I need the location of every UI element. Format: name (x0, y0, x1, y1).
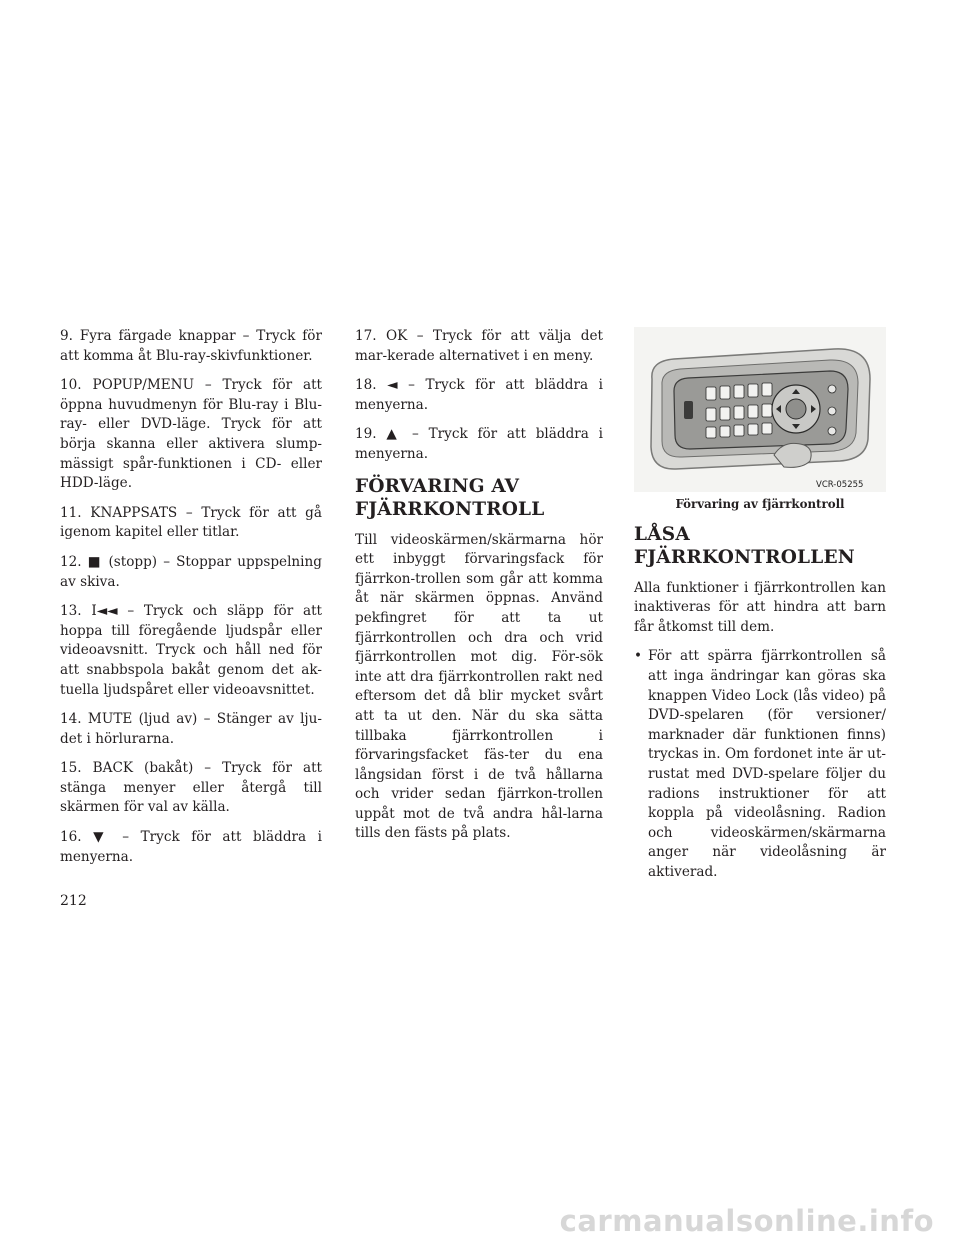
page-number: 212 (60, 893, 87, 909)
lock-bullet (634, 647, 886, 882)
middle-column (355, 327, 603, 854)
item-17: 17. OK – Tryck för att välja det mar-kerade alternativet i en meny. (355, 328, 603, 364)
item-11: 11. KNAPPSATS – Tryck för att gå igenom kapitel eller titlar. (60, 504, 322, 541)
item-13: 13. I◄◄ – Tryck och släpp för att hoppa till föregående ljudspår eller videoavsnitt. Tryck och håll ned för att snabbspola bakåt genom det ak-tuella ljudspåret eller videoavsnittet. (60, 603, 322, 698)
item-12: 12. ■ (stopp) – Stoppar uppspelning av skiva. (60, 553, 322, 590)
item-10: 10. POPUP/MENU – Tryck för att öppna huvudmenyn för Blu-ray i Blu-ray- eller DVD-läge. Tryck för att börja skanna eller aktivera slump-mässigt spår-funktionen i CD- eller HDD-läge. (60, 377, 322, 492)
left-column (60, 327, 322, 877)
storage-body: Till videoskärmen/skärmarna hör ett inbyggt förvaringsfack för fjärrkon-trollen som går att komma åt när skärmen öppnas. Använd pekfingret för att ta ut fjärrkontrollen och dra och vrid fjärrkontrollen mot dig. För-sök inte att dra fjärrkontrollen rakt ned eftersom det då blir mycket svårt att ta ut den. När du ska sätta tillbaka fjärrkontrollen i förvaringsfacket fäs-ter du ena långsidan först i de två hållarna och vrider sedan fjärrkon-trollen uppåt mot de två andra hål-larna tills den fästs på plats. (355, 531, 603, 842)
lock-bullet-text: För att spärra fjärrkontrollen så att inga ändringar kan göras ska knappen Video Lock (lås video) på DVD-spelaren (för versioner/ marknader där funktionen finns) tryckas in. Om fordonet inte är ut-rustat med DVD-spelare följer du radions instruktioner för att koppla på videolåsning. Radion och videoskärmen/skärmarna anger när videolåsning är aktiverad. (648, 648, 886, 880)
bullet-dot: • (634, 648, 643, 665)
remote-control-illustration (634, 327, 886, 492)
figure-caption: Förvaring av fjärrkontroll (675, 497, 845, 511)
item-16: 16. ▼ – Tryck för att bläddra i menyerna. (60, 829, 322, 865)
remote-storage-figure (634, 327, 886, 492)
watermark: carmanualsonline.info (559, 1204, 934, 1238)
right-column (634, 327, 886, 883)
lock-heading: LÅSA FJÄRRKONTROLLEN (634, 523, 855, 568)
item-19: 19. ▲ – Tryck för att bläddra i menyerna. (355, 426, 603, 462)
lock-body: Alla funktioner i fjärrkontrollen kan inaktiveras för att hindra att barn får åtkomst till dem. (634, 579, 886, 635)
item-14: 14. MUTE (ljud av) – Stänger av lju-det i hörlurarna. (60, 711, 322, 747)
item-18: 18. ◄ – Tryck för att bläddra i menyerna. (355, 377, 603, 413)
item-15: 15. BACK (bakåt) – Tryck för att stänga menyer eller återgå till skärmen för val av källa. (60, 760, 322, 816)
storage-heading: FÖRVARING AV FJÄRRKONTROLL (355, 475, 545, 520)
item-9: 9. Fyra färgade knappar – Tryck för att komma åt Blu-ray-skivfunktioner. (60, 328, 322, 364)
figure-code: VCR-05255 (816, 480, 864, 490)
